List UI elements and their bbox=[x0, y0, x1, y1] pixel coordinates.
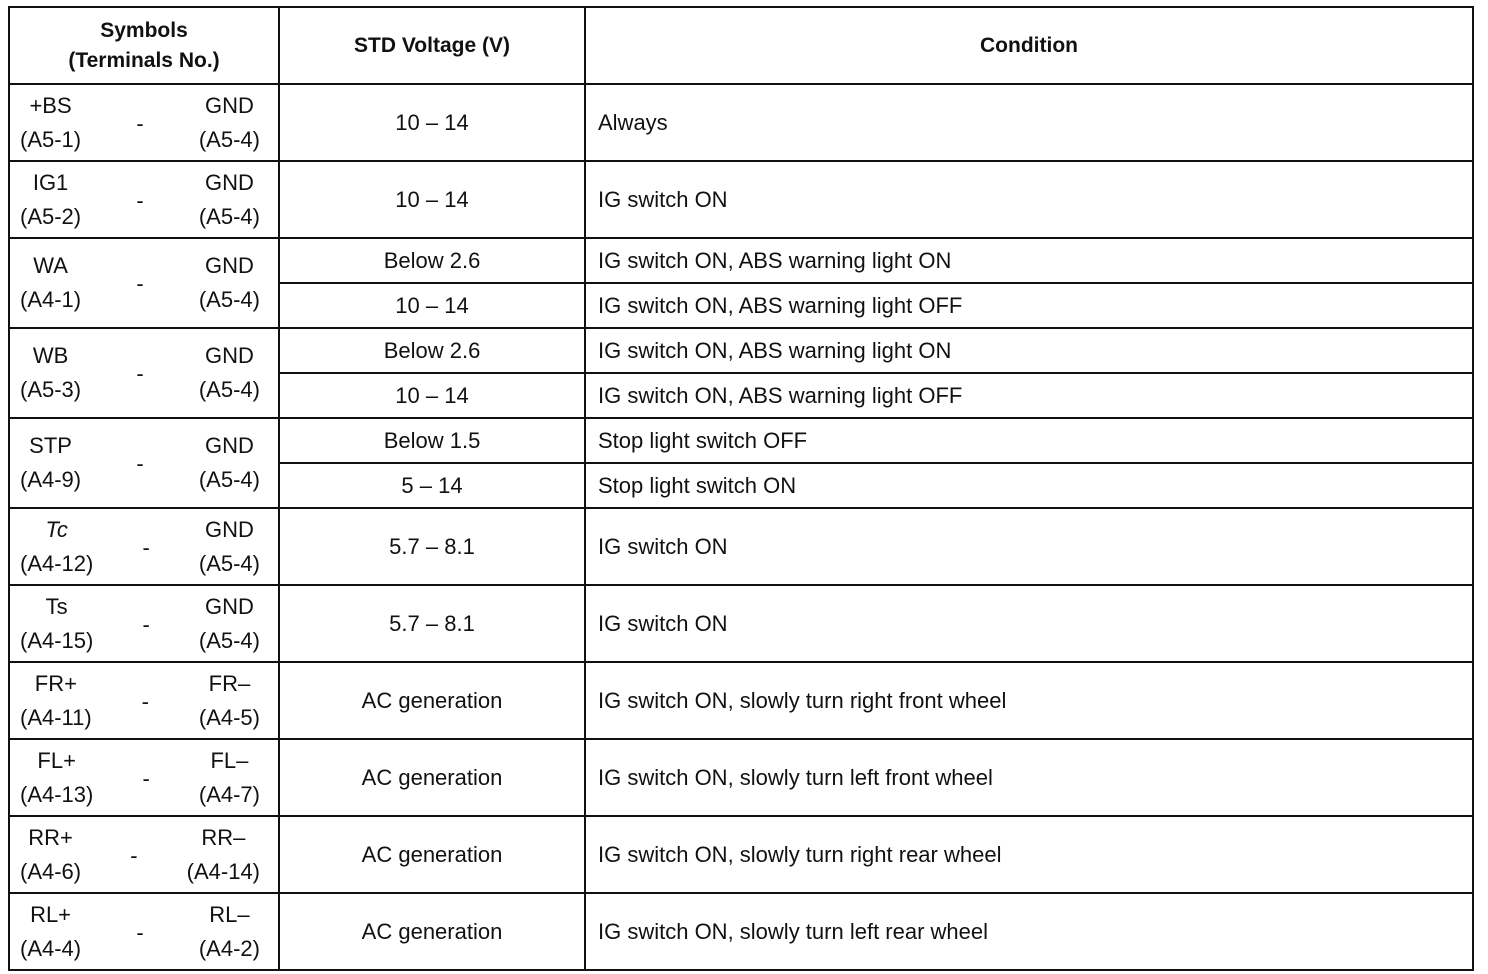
voltage-cell: AC generation bbox=[279, 893, 585, 970]
terminal-b-name: GND bbox=[204, 92, 254, 118]
terminal-b bbox=[199, 898, 260, 966]
condition-cell: Stop light switch OFF bbox=[585, 418, 1473, 463]
terminal-b bbox=[199, 667, 260, 735]
terminal-b-pin: (A5-4) bbox=[198, 627, 260, 653]
terminal-voltage-sheet bbox=[8, 6, 1472, 965]
terminal-separator: - bbox=[141, 688, 149, 714]
terminal-b-pin: (A5-4) bbox=[198, 377, 260, 402]
table-row-group bbox=[9, 893, 1473, 970]
condition-cell: IG switch ON, ABS warning light ON bbox=[585, 238, 1473, 283]
voltage-cell: 10 – 14 bbox=[279, 161, 585, 238]
table-row bbox=[9, 238, 1473, 283]
table-row bbox=[9, 84, 1473, 161]
terminal-a-name: +BS bbox=[29, 92, 72, 118]
terminal-b-pin: (A4-2) bbox=[198, 935, 260, 961]
table-row-group bbox=[9, 739, 1473, 816]
terminal-b bbox=[199, 89, 260, 157]
terminal-b bbox=[199, 590, 260, 658]
terminal-separator: - bbox=[142, 534, 150, 560]
terminal-b bbox=[199, 429, 260, 497]
terminal-a-pin: (A4-9) bbox=[20, 467, 82, 492]
symbol-cell bbox=[9, 816, 279, 893]
table-row-group bbox=[9, 418, 1473, 508]
terminal-a-name: Tc bbox=[45, 516, 68, 542]
table-row-group bbox=[9, 238, 1473, 328]
symbol-cell bbox=[9, 238, 279, 328]
condition-cell: IG switch ON, slowly turn left front wheel bbox=[585, 739, 1473, 816]
terminal-separator: - bbox=[142, 765, 150, 791]
terminal-a-name: WB bbox=[32, 343, 69, 368]
voltage-cell: 5.7 – 8.1 bbox=[279, 508, 585, 585]
terminal-a-pin: (A5-1) bbox=[20, 126, 82, 152]
terminal-b bbox=[187, 821, 260, 889]
table-row bbox=[9, 585, 1473, 662]
symbol-cell bbox=[9, 508, 279, 585]
terminal-b-name: GND bbox=[204, 433, 254, 458]
condition-cell: IG switch ON, slowly turn right front wheel bbox=[585, 662, 1473, 739]
terminal-a bbox=[20, 89, 81, 157]
terminal-b-pin: (A5-4) bbox=[198, 550, 260, 576]
table-row bbox=[9, 893, 1473, 970]
voltage-cell: 10 – 14 bbox=[279, 373, 585, 418]
terminal-a bbox=[20, 821, 81, 889]
table-row bbox=[9, 418, 1473, 463]
table-row bbox=[9, 508, 1473, 585]
table-row bbox=[9, 816, 1473, 893]
terminal-b-pin: (A4-7) bbox=[198, 781, 260, 807]
terminal-b-name: GND bbox=[204, 169, 254, 195]
terminal-separator: - bbox=[136, 271, 144, 296]
condition-cell: IG switch ON bbox=[585, 585, 1473, 662]
terminal-separator: - bbox=[136, 110, 144, 136]
table-row bbox=[9, 739, 1473, 816]
table-row bbox=[9, 161, 1473, 238]
table-row bbox=[9, 662, 1473, 739]
terminal-b-name: RL– bbox=[209, 901, 250, 927]
terminal-a-pin: (A4-12) bbox=[20, 550, 94, 576]
symbol-cell bbox=[9, 893, 279, 970]
table-row-group bbox=[9, 328, 1473, 418]
table-row-group bbox=[9, 662, 1473, 739]
terminal-a-name: WA bbox=[33, 253, 68, 278]
terminal-b-name: GND bbox=[204, 253, 254, 278]
terminal-a-pin: (A5-2) bbox=[20, 203, 82, 229]
symbol-cell bbox=[9, 739, 279, 816]
symbol-cell bbox=[9, 662, 279, 739]
condition-cell: IG switch ON bbox=[585, 161, 1473, 238]
symbol-cell bbox=[9, 418, 279, 508]
terminal-a-pin: (A4-6) bbox=[20, 858, 82, 884]
condition-cell: IG switch ON, ABS warning light ON bbox=[585, 328, 1473, 373]
voltage-cell: 5 – 14 bbox=[279, 463, 585, 508]
symbol-cell bbox=[9, 161, 279, 238]
symbols-header bbox=[9, 7, 279, 84]
symbol-cell bbox=[9, 585, 279, 662]
terminal-a-name: STP bbox=[29, 433, 72, 458]
terminal-a bbox=[20, 339, 81, 407]
terminal-b bbox=[199, 744, 260, 812]
terminal-b-name: RR– bbox=[201, 824, 246, 850]
condition-cell: IG switch ON, ABS warning light OFF bbox=[585, 373, 1473, 418]
voltage-cell: AC generation bbox=[279, 816, 585, 893]
terminal-a bbox=[20, 744, 93, 812]
terminal-a-name: RR+ bbox=[28, 824, 73, 850]
terminal-a bbox=[20, 166, 81, 234]
terminal-b-pin: (A5-4) bbox=[198, 287, 260, 312]
condition-cell: Stop light switch ON bbox=[585, 463, 1473, 508]
voltage-cell: 10 – 14 bbox=[279, 84, 585, 161]
terminal-a-pin: (A4-4) bbox=[20, 935, 82, 961]
terminal-b-pin: (A5-4) bbox=[198, 467, 260, 492]
condition-cell: IG switch ON, slowly turn right rear wheel bbox=[585, 816, 1473, 893]
terminal-a bbox=[20, 249, 81, 317]
terminal-a-name: FR+ bbox=[34, 670, 77, 696]
terminal-a bbox=[20, 513, 93, 581]
table-row-group bbox=[9, 816, 1473, 893]
terminal-a-name: RL+ bbox=[30, 901, 72, 927]
terminal-voltage-table bbox=[8, 6, 1474, 971]
terminal-separator: - bbox=[142, 611, 150, 637]
voltage-cell: AC generation bbox=[279, 739, 585, 816]
table-row-group bbox=[9, 161, 1473, 238]
symbol-cell bbox=[9, 328, 279, 418]
condition-cell: IG switch ON bbox=[585, 508, 1473, 585]
table-row-group bbox=[9, 84, 1473, 161]
terminal-a-name: FL+ bbox=[37, 747, 76, 773]
terminal-separator: - bbox=[136, 451, 144, 476]
table-row bbox=[9, 328, 1473, 373]
condition-cell: IG switch ON, ABS warning light OFF bbox=[585, 283, 1473, 328]
terminal-separator: - bbox=[130, 842, 138, 868]
header-row bbox=[9, 7, 1473, 84]
terminal-b bbox=[199, 339, 260, 407]
terminal-separator: - bbox=[136, 919, 144, 945]
terminal-b-name: FL– bbox=[210, 747, 249, 773]
symbol-cell bbox=[9, 84, 279, 161]
terminal-a bbox=[20, 590, 93, 658]
terminal-b-name: FR– bbox=[208, 670, 251, 696]
terminal-separator: - bbox=[136, 187, 144, 213]
voltage-cell: 5.7 – 8.1 bbox=[279, 585, 585, 662]
terminal-b-name: GND bbox=[204, 516, 254, 542]
terminal-a bbox=[20, 429, 81, 497]
table-row-group bbox=[9, 508, 1473, 585]
terminal-b-pin: (A5-4) bbox=[198, 203, 260, 229]
terminal-b-pin: (A4-14) bbox=[186, 858, 260, 884]
voltage-header: STD Voltage (V) bbox=[279, 7, 585, 84]
table-row-group bbox=[9, 585, 1473, 662]
terminal-a-pin: (A5-3) bbox=[20, 377, 82, 402]
symbols-header-line1: Symbols bbox=[100, 18, 188, 42]
terminal-a-pin: (A4-1) bbox=[20, 287, 82, 312]
terminal-separator: - bbox=[136, 361, 144, 386]
terminal-a bbox=[20, 667, 92, 735]
condition-cell: Always bbox=[585, 84, 1473, 161]
voltage-cell: Below 2.6 bbox=[279, 328, 585, 373]
terminal-b-pin: (A4-5) bbox=[198, 704, 260, 730]
terminal-a-pin: (A4-15) bbox=[20, 627, 94, 653]
voltage-cell: AC generation bbox=[279, 662, 585, 739]
condition-header: Condition bbox=[585, 7, 1473, 84]
condition-cell: IG switch ON, slowly turn left rear wheel bbox=[585, 893, 1473, 970]
terminal-b-name: GND bbox=[204, 343, 254, 368]
terminal-b bbox=[199, 249, 260, 317]
voltage-cell: 10 – 14 bbox=[279, 283, 585, 328]
voltage-cell: Below 2.6 bbox=[279, 238, 585, 283]
terminal-a-name: IG1 bbox=[32, 169, 69, 195]
terminal-b-pin: (A5-4) bbox=[198, 126, 260, 152]
terminal-b bbox=[199, 166, 260, 234]
terminal-a-name: Ts bbox=[45, 593, 68, 619]
symbols-header-line2: (Terminals No.) bbox=[68, 48, 220, 72]
terminal-b-name: GND bbox=[204, 593, 254, 619]
terminal-a bbox=[20, 898, 81, 966]
voltage-cell: Below 1.5 bbox=[279, 418, 585, 463]
terminal-a-pin: (A4-13) bbox=[20, 781, 94, 807]
terminal-a-pin: (A4-11) bbox=[20, 704, 92, 730]
terminal-b bbox=[199, 513, 260, 581]
